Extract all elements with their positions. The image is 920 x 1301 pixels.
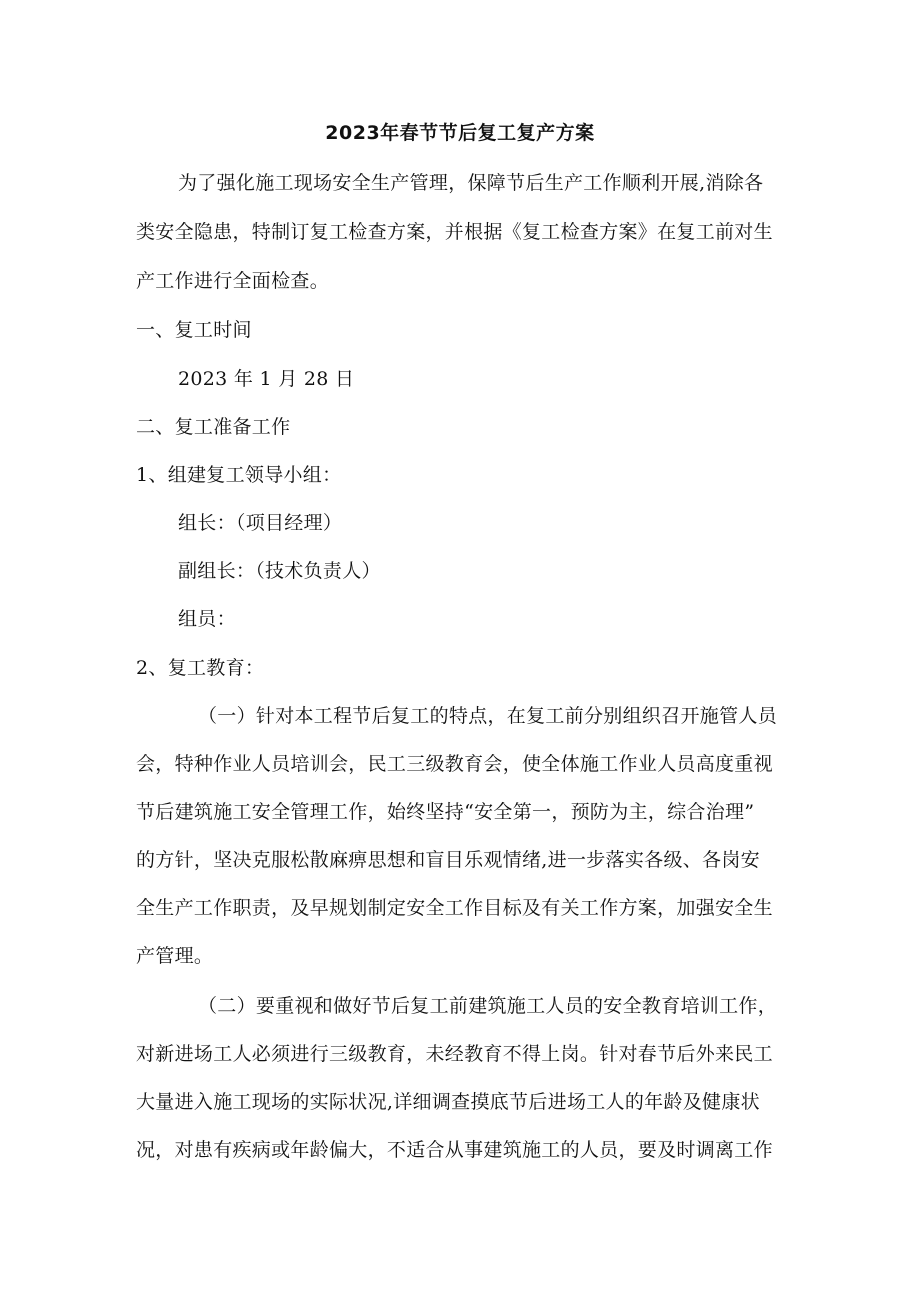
item2-heading: 2、复工教育：	[136, 657, 265, 679]
para1-line-3: 节后建筑施工安全管理工作，始终坚持“安全第一，预防为主，综合治理”	[136, 801, 755, 823]
para2-line-1: （二）要重视和做好节后复工前建筑施工人员的安全教育培训工作，	[198, 995, 778, 1017]
para1-line-4: 的方针，坚决克服松散麻痹思想和盲目乐观情绪,进一步落实各级、各岗安	[136, 849, 760, 871]
para1-line-6: 产管理。	[136, 945, 214, 967]
deputy-leader-line: 副组长：（技术负责人）	[178, 560, 381, 582]
para1-line-2: 会，特种作业人员培训会，民工三级教育会，使全体施工作业人员高度重视	[136, 753, 773, 775]
para2-line-4: 况，对患有疾病或年龄偏大，不适合从事建筑施工的人员，要及时调离工作	[136, 1139, 773, 1161]
intro-line-3: 产工作进行全面检查。	[136, 270, 330, 292]
section1-heading: 一、复工时间	[136, 319, 252, 341]
item1-heading: 1、组建复工领导小组：	[136, 464, 342, 486]
intro-line-2: 类安全隐患，特制订复工检查方案，并根据《复工检查方案》在复工前对生	[136, 221, 773, 243]
document-title: 2023年春节节后复工复产方案	[325, 122, 595, 144]
members-line: 组员：	[178, 608, 236, 630]
para2-line-2: 对新进场工人必须进行三级教育，未经教育不得上岗。针对春节后外来民工	[136, 1043, 773, 1065]
section1-date: 2023 年 1 月 28 日	[178, 368, 355, 390]
para2-line-3: 大量进入施工现场的实际状况,详细调查摸底节后进场工人的年龄及健康状	[136, 1091, 760, 1113]
para1-line-1: （一）针对本工程节后复工的特点，在复工前分别组织召开施管人员	[198, 705, 778, 727]
intro-line-1: 为了强化施工现场安全生产管理，保障节后生产工作顺利开展,消除各	[178, 172, 764, 194]
para1-line-5: 全生产工作职责，及早规划制定安全工作目标及有关工作方案，加强安全生	[136, 897, 773, 919]
section2-heading: 二、复工准备工作	[136, 416, 291, 438]
leader-line: 组长：（项目经理）	[178, 512, 343, 534]
